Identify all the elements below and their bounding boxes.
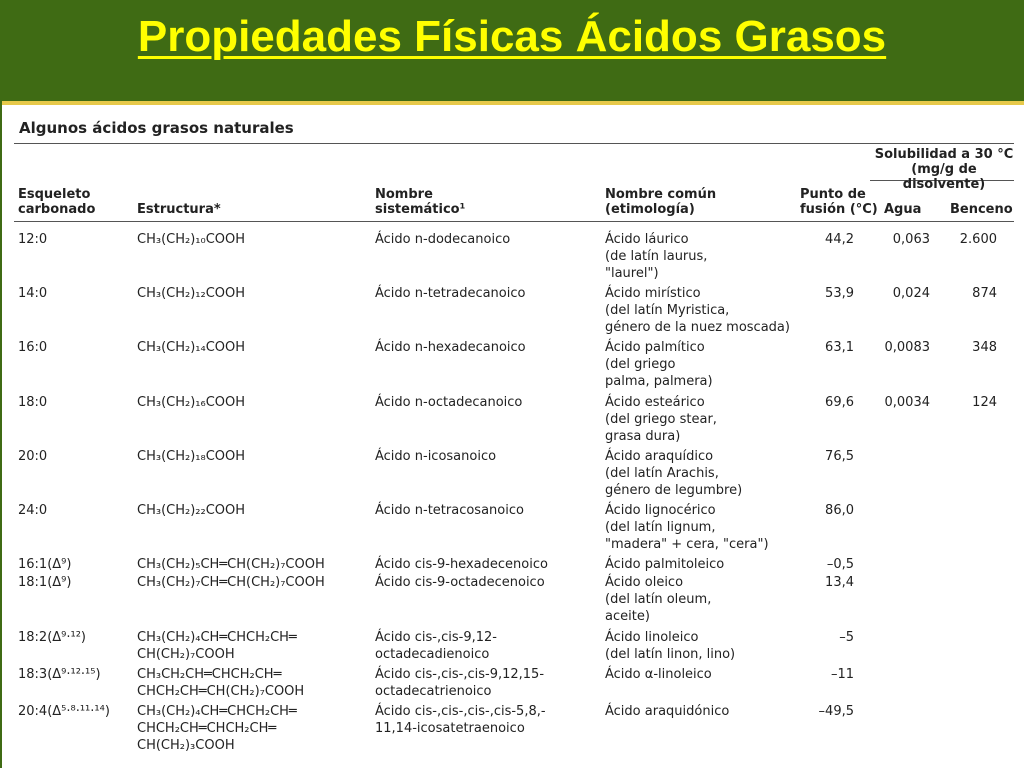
cell-estructura: CH₃(CH₂)₁₀COOH <box>137 232 246 247</box>
cell-nombre-sistematico: Ácido cis-,cis-,cis-,cis-5,8,- 11,14-icosatetraenoico <box>375 704 546 736</box>
cell-nombre-sistematico: Ácido n-tetracosanoico <box>375 503 524 518</box>
cell-nombre-sistematico: Ácido cis-,cis-,cis-9,12,15- octadecatrienoico <box>375 667 545 699</box>
slide-header <box>0 0 1024 100</box>
cell-esqueleto: 16:0 <box>18 340 48 355</box>
cell-agua: 0,024 <box>892 286 930 301</box>
cell-punto-fusion: 69,6 <box>825 395 854 410</box>
cell-estructura: CH₃(CH₂)₄CH═CHCH₂CH═ CHCH₂CH═CHCH₂CH═ CH(CH₂)₃COOH <box>137 704 297 753</box>
cell-nombre-sistematico: Ácido n-dodecanoico <box>375 232 511 247</box>
cell-benceno: 348 <box>972 340 997 355</box>
cell-punto-fusion: 76,5 <box>825 449 854 464</box>
table-top-rule <box>14 143 1014 144</box>
cell-estructura: CH₃(CH₂)₁₆COOH <box>137 395 246 410</box>
slide-title: Propiedades Físicas Ácidos Grasos <box>137 12 887 61</box>
cell-punto-fusion: 53,9 <box>825 286 854 301</box>
cell-estructura: CH₃(CH₂)₄CH═CHCH₂CH═ CH(CH₂)₇COOH <box>137 630 297 662</box>
cell-nombre-comun: Ácido araquídico (del latín Arachis, género de legumbre) <box>605 449 743 498</box>
cell-estructura: CH₃(CH₂)₁₈COOH <box>137 449 246 464</box>
cell-benceno: 124 <box>972 395 997 410</box>
cell-nombre-sistematico: Ácido n-octadecanoico <box>375 395 523 410</box>
cell-estructura: CH₃(CH₂)₁₄COOH <box>137 340 246 355</box>
cell-esqueleto: 18:0 <box>18 395 48 410</box>
cell-esqueleto: 18:3(Δ⁹·¹²·¹⁵) <box>18 667 101 682</box>
header-bottom-rule <box>14 221 1014 222</box>
cell-esqueleto: 18:1(Δ⁹) <box>18 575 72 590</box>
cell-punto-fusion: 13,4 <box>825 575 854 590</box>
cell-nombre-comun: Ácido oleico (del latín oleum, aceite) <box>605 575 712 624</box>
cell-esqueleto: 20:4(Δ⁵·⁸·¹¹·¹⁴) <box>18 704 110 719</box>
cell-punto-fusion: 63,1 <box>825 340 854 355</box>
cell-estructura: CH₃(CH₂)₇CH═CH(CH₂)₇COOH <box>137 575 325 590</box>
cell-punto-fusion: 44,2 <box>825 232 854 247</box>
header-esqueleto: Esqueleto carbonado <box>18 187 96 217</box>
cell-esqueleto: 16:1(Δ⁹) <box>18 557 72 572</box>
header-benceno: Benceno <box>950 202 1013 217</box>
cell-estructura: CH₃CH₂CH═CHCH₂CH═ CHCH₂CH═CH(CH₂)₇COOH <box>137 667 305 699</box>
cell-nombre-comun: Ácido α-linoleico <box>605 667 712 682</box>
cell-benceno: 874 <box>972 286 997 301</box>
cell-esqueleto: 18:2(Δ⁹·¹²) <box>18 630 86 645</box>
header-nombre-sistematico: Nombre sistemático¹ <box>375 187 466 217</box>
cell-nombre-comun: Ácido araquidónico <box>605 704 730 719</box>
cell-nombre-comun: Ácido mirístico (del latín Myristica, género de la nuez moscada) <box>605 286 790 335</box>
header-punto-fusion: Punto de fusión (°C) <box>800 187 878 217</box>
cell-estructura: CH₃(CH₂)₂₂COOH <box>137 503 246 518</box>
cell-estructura: CH₃(CH₂)₁₂COOH <box>137 286 246 301</box>
cell-esqueleto: 14:0 <box>18 286 48 301</box>
cell-nombre-comun: Ácido esteárico (del griego stear, grasa dura) <box>605 395 717 444</box>
header-agua: Agua <box>884 202 922 217</box>
header-solubilidad: Solubilidad a 30 °C (mg/g de disolvente) <box>874 147 1014 192</box>
cell-nombre-sistematico: Ácido n-icosanoico <box>375 449 497 464</box>
cell-agua: 0,063 <box>892 232 930 247</box>
cell-nombre-sistematico: Ácido cis-9-octadecenoico <box>375 575 545 590</box>
cell-nombre-comun: Ácido linoleico (del latín linon, lino) <box>605 630 736 662</box>
cell-punto-fusion: –49,5 <box>818 704 854 719</box>
cell-benceno: 2.600 <box>959 232 997 247</box>
cell-estructura: CH₃(CH₂)₅CH═CH(CH₂)₇COOH <box>137 557 325 572</box>
cell-punto-fusion: 86,0 <box>825 503 854 518</box>
cell-punto-fusion: –0,5 <box>826 557 854 572</box>
cell-agua: 0,0034 <box>884 395 930 410</box>
cell-esqueleto: 12:0 <box>18 232 48 247</box>
cell-esqueleto: 20:0 <box>18 449 48 464</box>
cell-nombre-sistematico: Ácido cis-9-hexadecenoico <box>375 557 548 572</box>
header-estructura: Estructura* <box>137 202 221 217</box>
cell-nombre-comun: Ácido palmitoleico <box>605 557 725 572</box>
cell-agua: 0,0083 <box>884 340 930 355</box>
cell-punto-fusion: –11 <box>830 667 854 682</box>
cell-nombre-comun: Ácido láurico (de latín laurus, "laurel") <box>605 232 708 281</box>
cell-esqueleto: 24:0 <box>18 503 48 518</box>
header-nombre-comun: Nombre común (etimología) <box>605 187 717 217</box>
cell-nombre-sistematico: Ácido n-tetradecanoico <box>375 286 526 301</box>
table-panel <box>2 101 1024 768</box>
cell-nombre-sistematico: Ácido cis-,cis-9,12- octadecadienoico <box>375 630 497 662</box>
cell-nombre-comun: Ácido lignocérico (del latín lignum, "madera" + cera, "cera") <box>605 503 769 552</box>
table-caption: Algunos ácidos grasos naturales <box>19 119 294 137</box>
cell-nombre-comun: Ácido palmítico (del griego palma, palmera) <box>605 340 713 389</box>
cell-punto-fusion: –5 <box>839 630 854 645</box>
cell-nombre-sistematico: Ácido n-hexadecanoico <box>375 340 526 355</box>
